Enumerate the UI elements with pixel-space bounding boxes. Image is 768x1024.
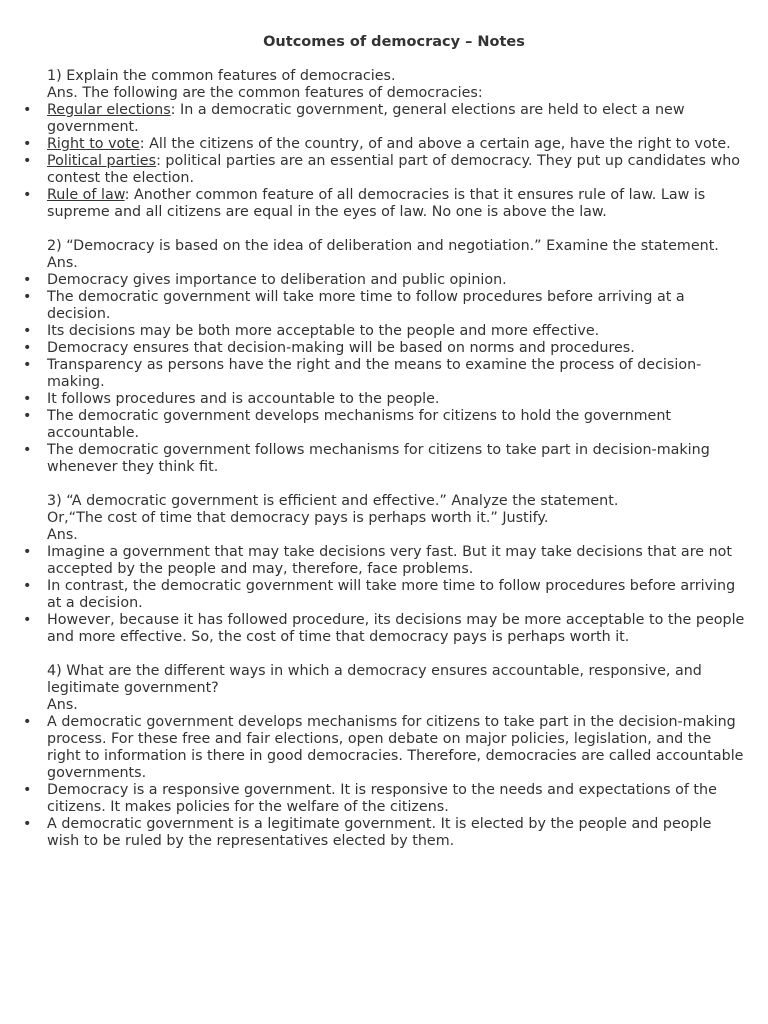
list-item xyxy=(47,340,747,357)
list-item xyxy=(47,391,747,408)
list-item-text: Imagine a government that may take decisions very fast. But it may take decisions that are not accepted by the people and may, therefore, face problems. xyxy=(47,544,733,577)
answer-label: Ans. xyxy=(47,527,78,543)
list-item xyxy=(47,578,747,612)
list-item xyxy=(47,782,747,816)
list-item xyxy=(47,357,747,391)
list-item xyxy=(47,612,747,646)
feature-term: Regular elections xyxy=(47,102,171,118)
list-item-text: The democratic government follows mechanisms for citizens to take part in decision-making whenever they think fit. xyxy=(47,442,710,475)
question-section xyxy=(47,663,747,850)
list-item xyxy=(47,272,747,289)
question-text: 2) “Democracy is based on the idea of deliberation and negotiation.” Examine the statement. xyxy=(47,238,719,254)
answer-list xyxy=(47,272,747,476)
list-item-text: Democracy gives importance to deliberation and public opinion. xyxy=(47,272,507,288)
answer-list xyxy=(47,544,747,646)
list-item xyxy=(47,153,747,187)
list-item xyxy=(47,442,747,476)
list-item xyxy=(47,544,747,578)
list-item xyxy=(47,289,747,323)
question-text: 1) Explain the common features of democracies. xyxy=(47,68,396,84)
answer-label: Ans. The following are the common features of democracies: xyxy=(47,85,483,101)
list-item-text: Transparency as persons have the right and the means to examine the process of decision-making. xyxy=(47,357,702,390)
feature-term: Rule of law xyxy=(47,187,125,203)
question-text: 4) What are the different ways in which a democracy ensures accountable, responsive, and legitimate government? xyxy=(47,663,702,696)
answer-list xyxy=(47,714,747,850)
answer-list xyxy=(47,102,747,221)
question-section xyxy=(47,493,747,646)
list-item-text: Democracy ensures that decision-making will be based on norms and procedures. xyxy=(47,340,635,356)
list-item-text: The democratic government develops mechanisms for citizens to hold the government accountable. xyxy=(47,408,672,441)
list-item xyxy=(47,816,747,850)
question-section xyxy=(47,68,747,221)
list-item-text: A democratic government is a legitimate government. It is elected by the people and people wish to be ruled by the representatives elected by them. xyxy=(47,816,712,849)
answer-label: Or,“The cost of time that democracy pays is perhaps worth it.” Justify. xyxy=(47,510,549,526)
list-item-text: : political parties are an essential part of democracy. They put up candidates who contest the election. xyxy=(47,153,741,186)
list-item xyxy=(47,408,747,442)
list-item xyxy=(47,714,747,782)
list-item-text: In contrast, the democratic government will take more time to follow procedures before arriving at a decision. xyxy=(47,578,736,611)
feature-term: Right to vote xyxy=(47,136,140,152)
list-item-text: Its decisions may be both more acceptable to the people and more effective. xyxy=(47,323,600,339)
list-item-text: However, because it has followed procedure, its decisions may be more acceptable to the people and more effective. So, the cost of time that democracy pays is perhaps worth it. xyxy=(47,612,745,645)
list-item-text: It follows procedures and is accountable to the people. xyxy=(47,391,440,407)
question-text: 3) “A democratic government is efficient and effective.” Analyze the statement. xyxy=(47,493,619,509)
answer-label: Ans. xyxy=(47,255,78,271)
list-item xyxy=(47,323,747,340)
list-item-text: A democratic government develops mechanisms for citizens to take part in the decision-making process. For these free and fair elections, open debate on major policies, legislation, and the right to information is there in good democracies. Therefore, democracies are called accountable governments. xyxy=(47,714,744,781)
list-item xyxy=(47,102,747,136)
list-item-text: Democracy is a responsive government. It is responsive to the needs and expectations of the citizens. It makes policies for the welfare of the citizens. xyxy=(47,782,717,815)
list-item xyxy=(47,187,747,221)
list-item-text: : In a democratic government, general elections are held to elect a new government. xyxy=(47,102,685,135)
list-item-text: : All the citizens of the country, of and above a certain age, have the right to vote. xyxy=(139,136,731,152)
list-item xyxy=(47,136,747,153)
notes-body xyxy=(47,68,747,867)
page-title: Outcomes of democracy – Notes xyxy=(263,34,525,50)
feature-term: Political parties xyxy=(47,153,157,169)
question-section xyxy=(47,238,747,476)
answer-label: Ans. xyxy=(47,697,78,713)
list-item-text: : Another common feature of all democracies is that it ensures rule of law. Law is supreme and all citizens are equal in the eyes of law. No one is above the law. xyxy=(47,187,706,220)
list-item-text: The democratic government will take more time to follow procedures before arriving at a decision. xyxy=(47,289,685,322)
